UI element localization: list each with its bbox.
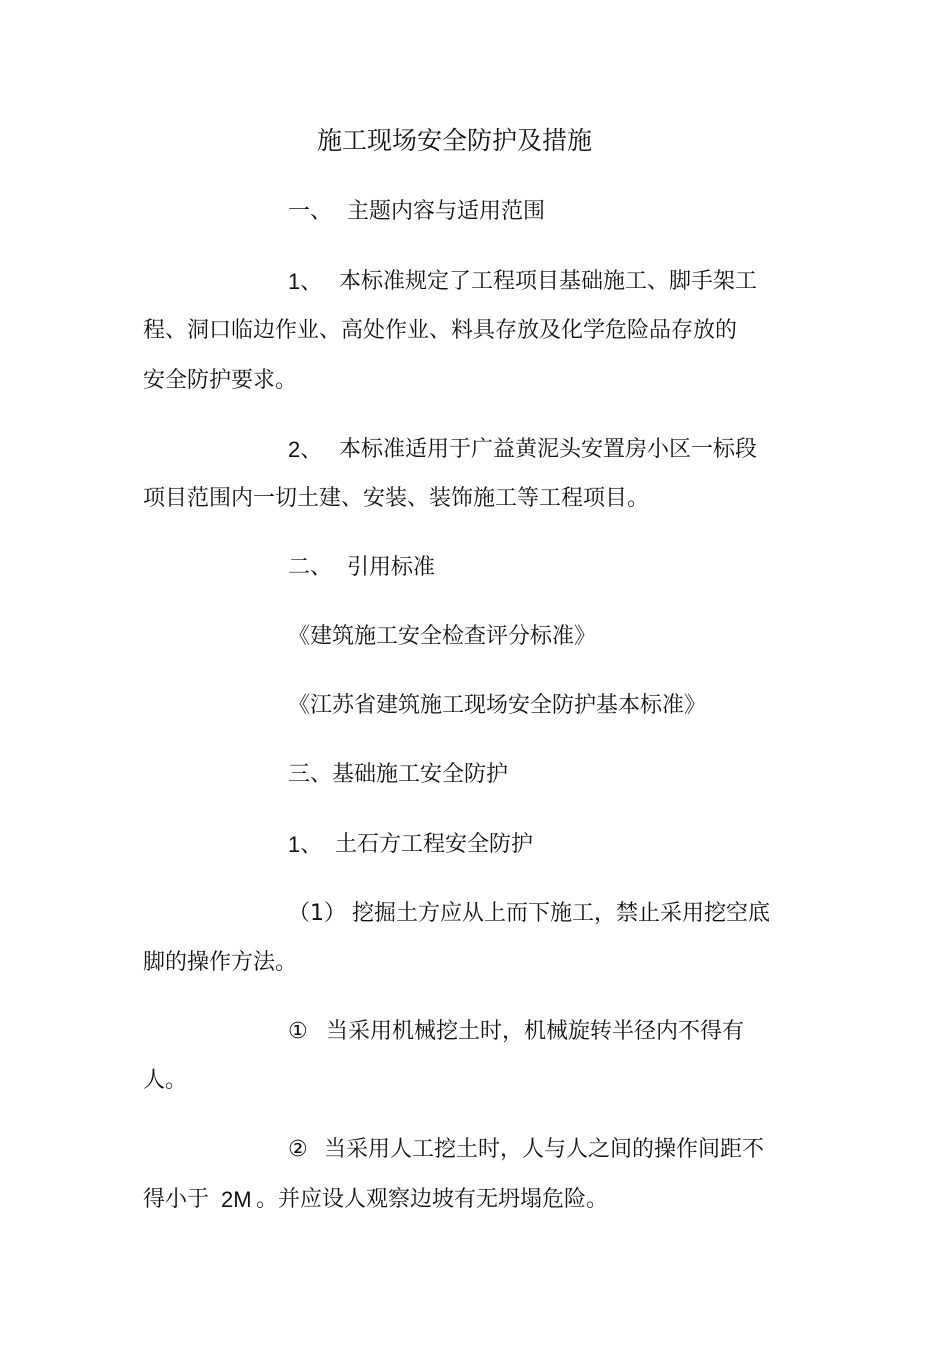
section-1-number: 一、	[288, 199, 333, 224]
section-3-heading: 三、基础施工安全防护	[288, 762, 509, 787]
item-2-line-2: 项目范围内一切土建、安装、装饰施工等工程项目。	[143, 486, 650, 511]
document-title: 施工现场安全防护及措施	[317, 126, 593, 155]
point-1-line-1: 挖掘土方应从上而下施工，禁止采用挖空底	[352, 901, 771, 926]
circle-item-1-line-1: 当采用机械挖土时，机械旋转半径内不得有	[326, 1019, 745, 1044]
section-2-number: 二、	[288, 555, 333, 580]
item-2-number: 2、	[288, 437, 323, 462]
item-1-line-1: 本标准规定了工程项目基础施工、脚手架工	[339, 269, 758, 294]
circle-item-2-line-2-start: 得小于	[143, 1187, 210, 1212]
circle-item-1-number: ①	[288, 1019, 308, 1044]
item-1-line-2: 程、洞口临边作业、高处作业、料具存放及化学危险品存放的	[143, 318, 738, 343]
subsection-1-number: 1、	[288, 832, 323, 857]
item-2-line-1: 本标准适用于广益黄泥头安置房小区一标段	[339, 437, 758, 462]
section-1-heading: 主题内容与适用范围	[347, 199, 546, 224]
point-1-number: （1）	[288, 901, 346, 926]
circle-item-2-distance: 2M	[221, 1187, 252, 1212]
item-1-number: 1、	[288, 269, 323, 294]
item-1-line-3: 安全防护要求。	[143, 368, 298, 393]
reference-2: 《江苏省建筑施工现场安全防护基本标准》	[288, 693, 707, 718]
circle-item-2-number: ②	[288, 1137, 308, 1162]
section-2-heading: 引用标准	[347, 555, 436, 580]
circle-item-2-line-1: 当采用人工挖土时，人与人之间的操作间距不	[324, 1137, 765, 1162]
point-1-line-2: 脚的操作方法。	[143, 950, 298, 975]
reference-1: 《建筑施工安全检查评分标准》	[288, 624, 597, 649]
subsection-1-heading: 土石方工程安全防护	[335, 832, 534, 857]
circle-item-1-line-2: 人。	[143, 1068, 188, 1093]
circle-item-2-line-2-end: 。并应设人观察边坡有无坍塌危险。	[256, 1187, 609, 1212]
